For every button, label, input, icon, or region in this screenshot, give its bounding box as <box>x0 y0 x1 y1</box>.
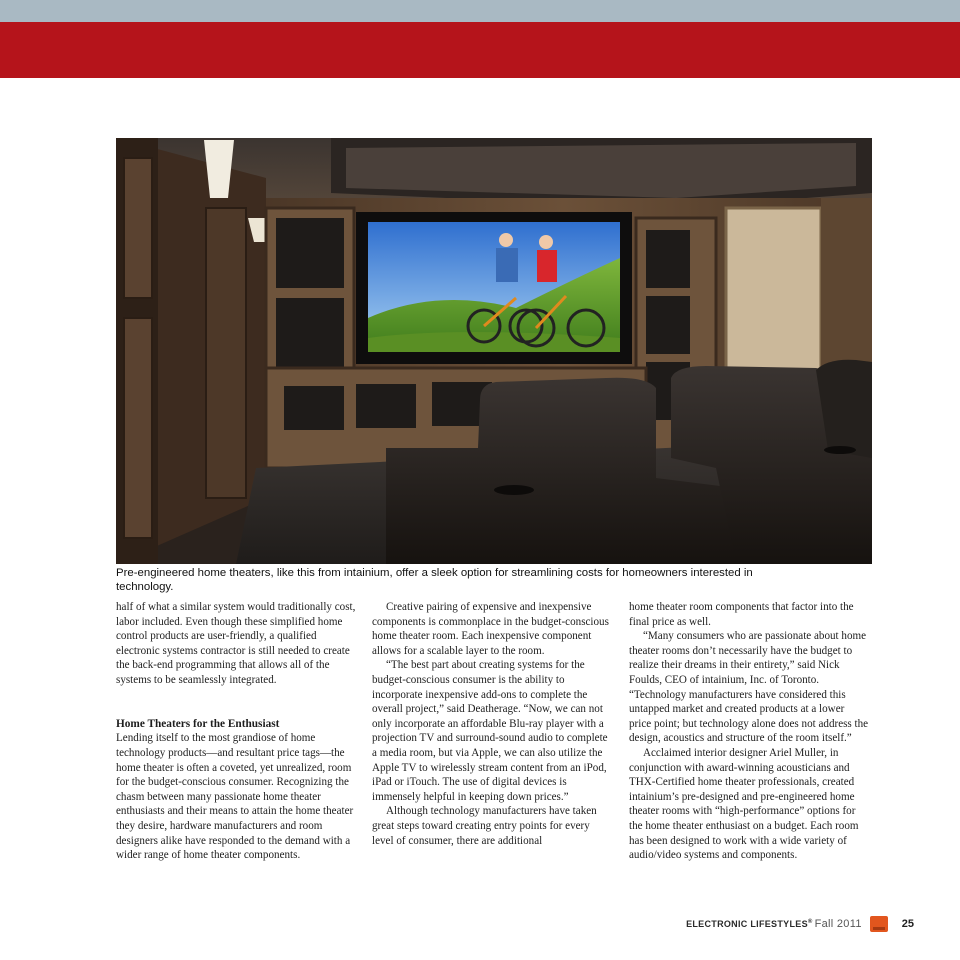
issue-label: Fall 2011 <box>814 918 862 930</box>
article-column-1 <box>116 600 356 863</box>
paragraph: “The best part about creating systems for the budget-conscious consumer is the ability to incorporate inexpensive add-ons to complete the overall project,” said Deatherage. “Now, we can not only incorporate an affordable Blu-ray player with a projection TV and surround-sound audio to complete a media room, but via Apple, we can also utilize the Apple TV to wirelessly stream content from an iPod, iPad or iTouch. The use of digital devices is immensely helpful in keeping down prices.” <box>372 659 608 803</box>
home-theater-photo <box>116 138 872 564</box>
page-footer <box>686 916 914 932</box>
magazine-name: ELECTRONIC LIFESTYLES® Fall 2011 <box>686 918 862 930</box>
photo-caption: Pre-engineered home theaters, like this from intainium, offer a sleek option for streamlining costs for homeowners interested in technology. <box>116 567 753 593</box>
page-number: 25 <box>901 918 914 930</box>
section-heading: Home Theaters for the Enthusiast <box>116 717 280 730</box>
paragraph: home theater room components that factor into the final price as well. <box>629 601 854 628</box>
paragraph: Lending itself to the most grandiose of home technology products—and resultant price tags—the home theater is often a coveted, yet unrealized, room for the budget-conscious consumer. Recognizing the chasm between many passionate home theater enthusiasts and their means to attain the home theater they desire, hardware manufacturers and room designers alike have responded to the demand with a wider range of home theater components. <box>116 732 354 862</box>
article-column-2 <box>372 600 612 848</box>
paragraph: “Many consumers who are passionate about home theater rooms don’t necessarily have the budget to realize their dreams in their entirety,” said Nick Foulds, CEO of intainium, Inc. of Toronto. “Technology manufacturers have considered this untapped market and created products at a lower price point; but technology alone does not address the design, acoustics and structure of the room itself.” <box>629 630 869 745</box>
magazine-logo-icon <box>870 916 888 932</box>
paragraph: Creative pairing of expensive and inexpensive components is commonplace in the budget-conscious home theater room. Each inexpensive component allows for a scalable layer to the room. <box>372 601 609 657</box>
article-column-3 <box>629 600 869 863</box>
paragraph: half of what a similar system would traditionally cost, labor included. Even though these simplified home control products are user-friendly, a qualified electronic systems contractor is still needed to create the back-end programming that allows all of the systems to be seamlessly integrated. <box>116 601 356 686</box>
paragraph: Although technology manufacturers have taken great steps toward creating entry points for every level of consumer, there are additional <box>372 805 597 847</box>
paragraph: Acclaimed interior designer Ariel Muller, in conjunction with award-winning acousticians and THX-Certified home theater professionals, created intainium’s pre-designed and pre-engineered home theater rooms with “high-performance” options for the home theater enthusiast on a budget. Each room has been designed to work with a wide variety of audio/video systems and components. <box>629 746 859 862</box>
red-header-band <box>0 22 960 78</box>
top-color-band <box>0 0 960 22</box>
